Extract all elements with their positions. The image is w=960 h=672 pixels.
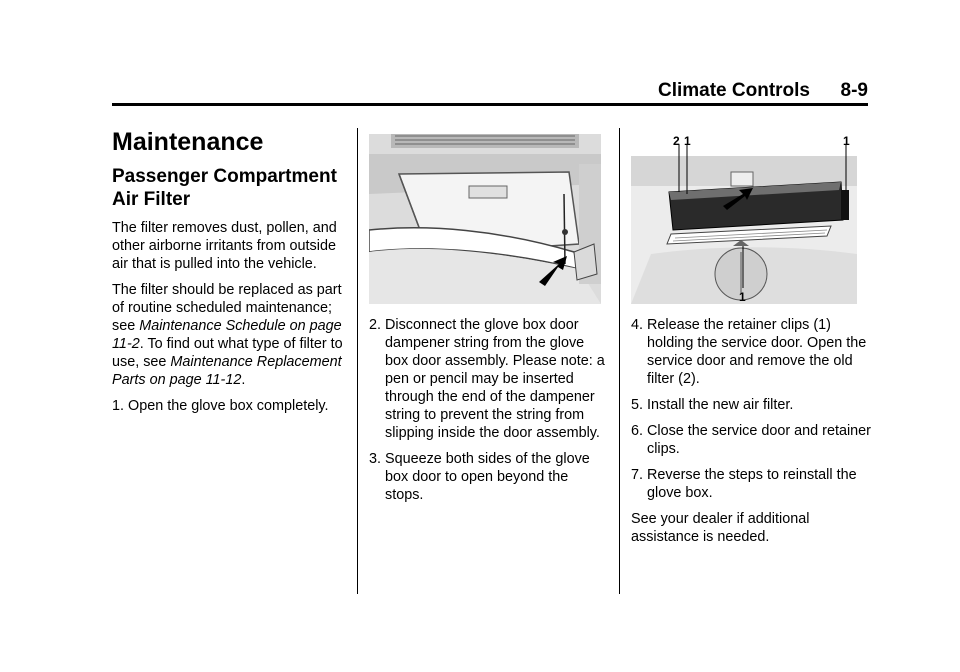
callout-1-right: 1: [843, 134, 850, 148]
reference-replacement-parts[interactable]: Maintenance Replacement Parts on page 11-12: [112, 354, 342, 388]
reference-maintenance-schedule[interactable]: Maintenance Schedule on page 11-2: [112, 318, 342, 352]
figure-air-filter: [631, 134, 857, 304]
step-text: Open the glove box completely.: [128, 398, 329, 414]
step-6: [631, 422, 871, 458]
step-number: 5.: [631, 397, 644, 413]
step-text: Reverse the steps to reinstall the glove box.: [647, 467, 857, 501]
callout-1-bottom: 1: [739, 290, 746, 304]
step-number: 2.: [369, 317, 382, 333]
air-filter-illustration: [631, 134, 857, 304]
text-span: . To find out what type of filter to use, see: [112, 336, 343, 370]
step-2: [369, 316, 607, 442]
header-rule: [112, 103, 868, 106]
step-4: [631, 316, 871, 388]
column-3: [631, 118, 871, 554]
column-divider-2: [619, 128, 620, 594]
callout-1-left: 1: [684, 134, 691, 148]
step-number: 1.: [112, 398, 125, 414]
page-header: [112, 80, 868, 102]
glove-box-illustration: [369, 134, 601, 304]
column-2: [369, 118, 607, 512]
paragraph-filter-purpose: The filter removes dust, pollen, and other airborne irritants from outside air that is pulled into the vehicle.: [112, 220, 337, 272]
section-heading: Maintenance: [112, 128, 264, 156]
step-text: Install the new air filter.: [647, 397, 794, 413]
step-text: Close the service door and retainer clips.: [647, 423, 871, 457]
text-span: .: [241, 372, 246, 388]
paragraph-replacement: [112, 281, 344, 389]
step-number: 7.: [631, 467, 644, 483]
step-number: 3.: [369, 451, 382, 467]
figure-glove-box: [369, 134, 601, 304]
step-7: [631, 466, 871, 502]
subsection-heading: Passenger Compartment Air Filter: [112, 166, 337, 210]
step-text: Disconnect the glove box door dampener string from the glove box door assembly. Please note: a pen or pencil may be inserted through the end of the dampener string to prevent the string from slipping inside the door assembly.: [385, 317, 605, 441]
paragraph-dealer: See your dealer if additional assistance is needed.: [631, 511, 810, 545]
chapter-title: Climate Controls: [657, 80, 810, 101]
step-number: 4.: [631, 317, 644, 333]
step-1: [112, 397, 344, 415]
column-divider-1: [357, 128, 358, 594]
step-number: 6.: [631, 423, 644, 439]
step-5: [631, 396, 871, 414]
callout-2: 2: [673, 134, 680, 148]
column-1: [112, 118, 344, 423]
page-number: 8-9: [840, 80, 868, 101]
step-text: Squeeze both sides of the glove box door to open beyond the stops.: [385, 451, 590, 503]
text-span: The filter should be replaced as part of routine scheduled maintenance; see: [112, 282, 342, 334]
step-3: [369, 450, 607, 504]
step-text: Release the retainer clips (1) holding the service door. Open the service door and remove the old filter (2).: [647, 317, 867, 387]
